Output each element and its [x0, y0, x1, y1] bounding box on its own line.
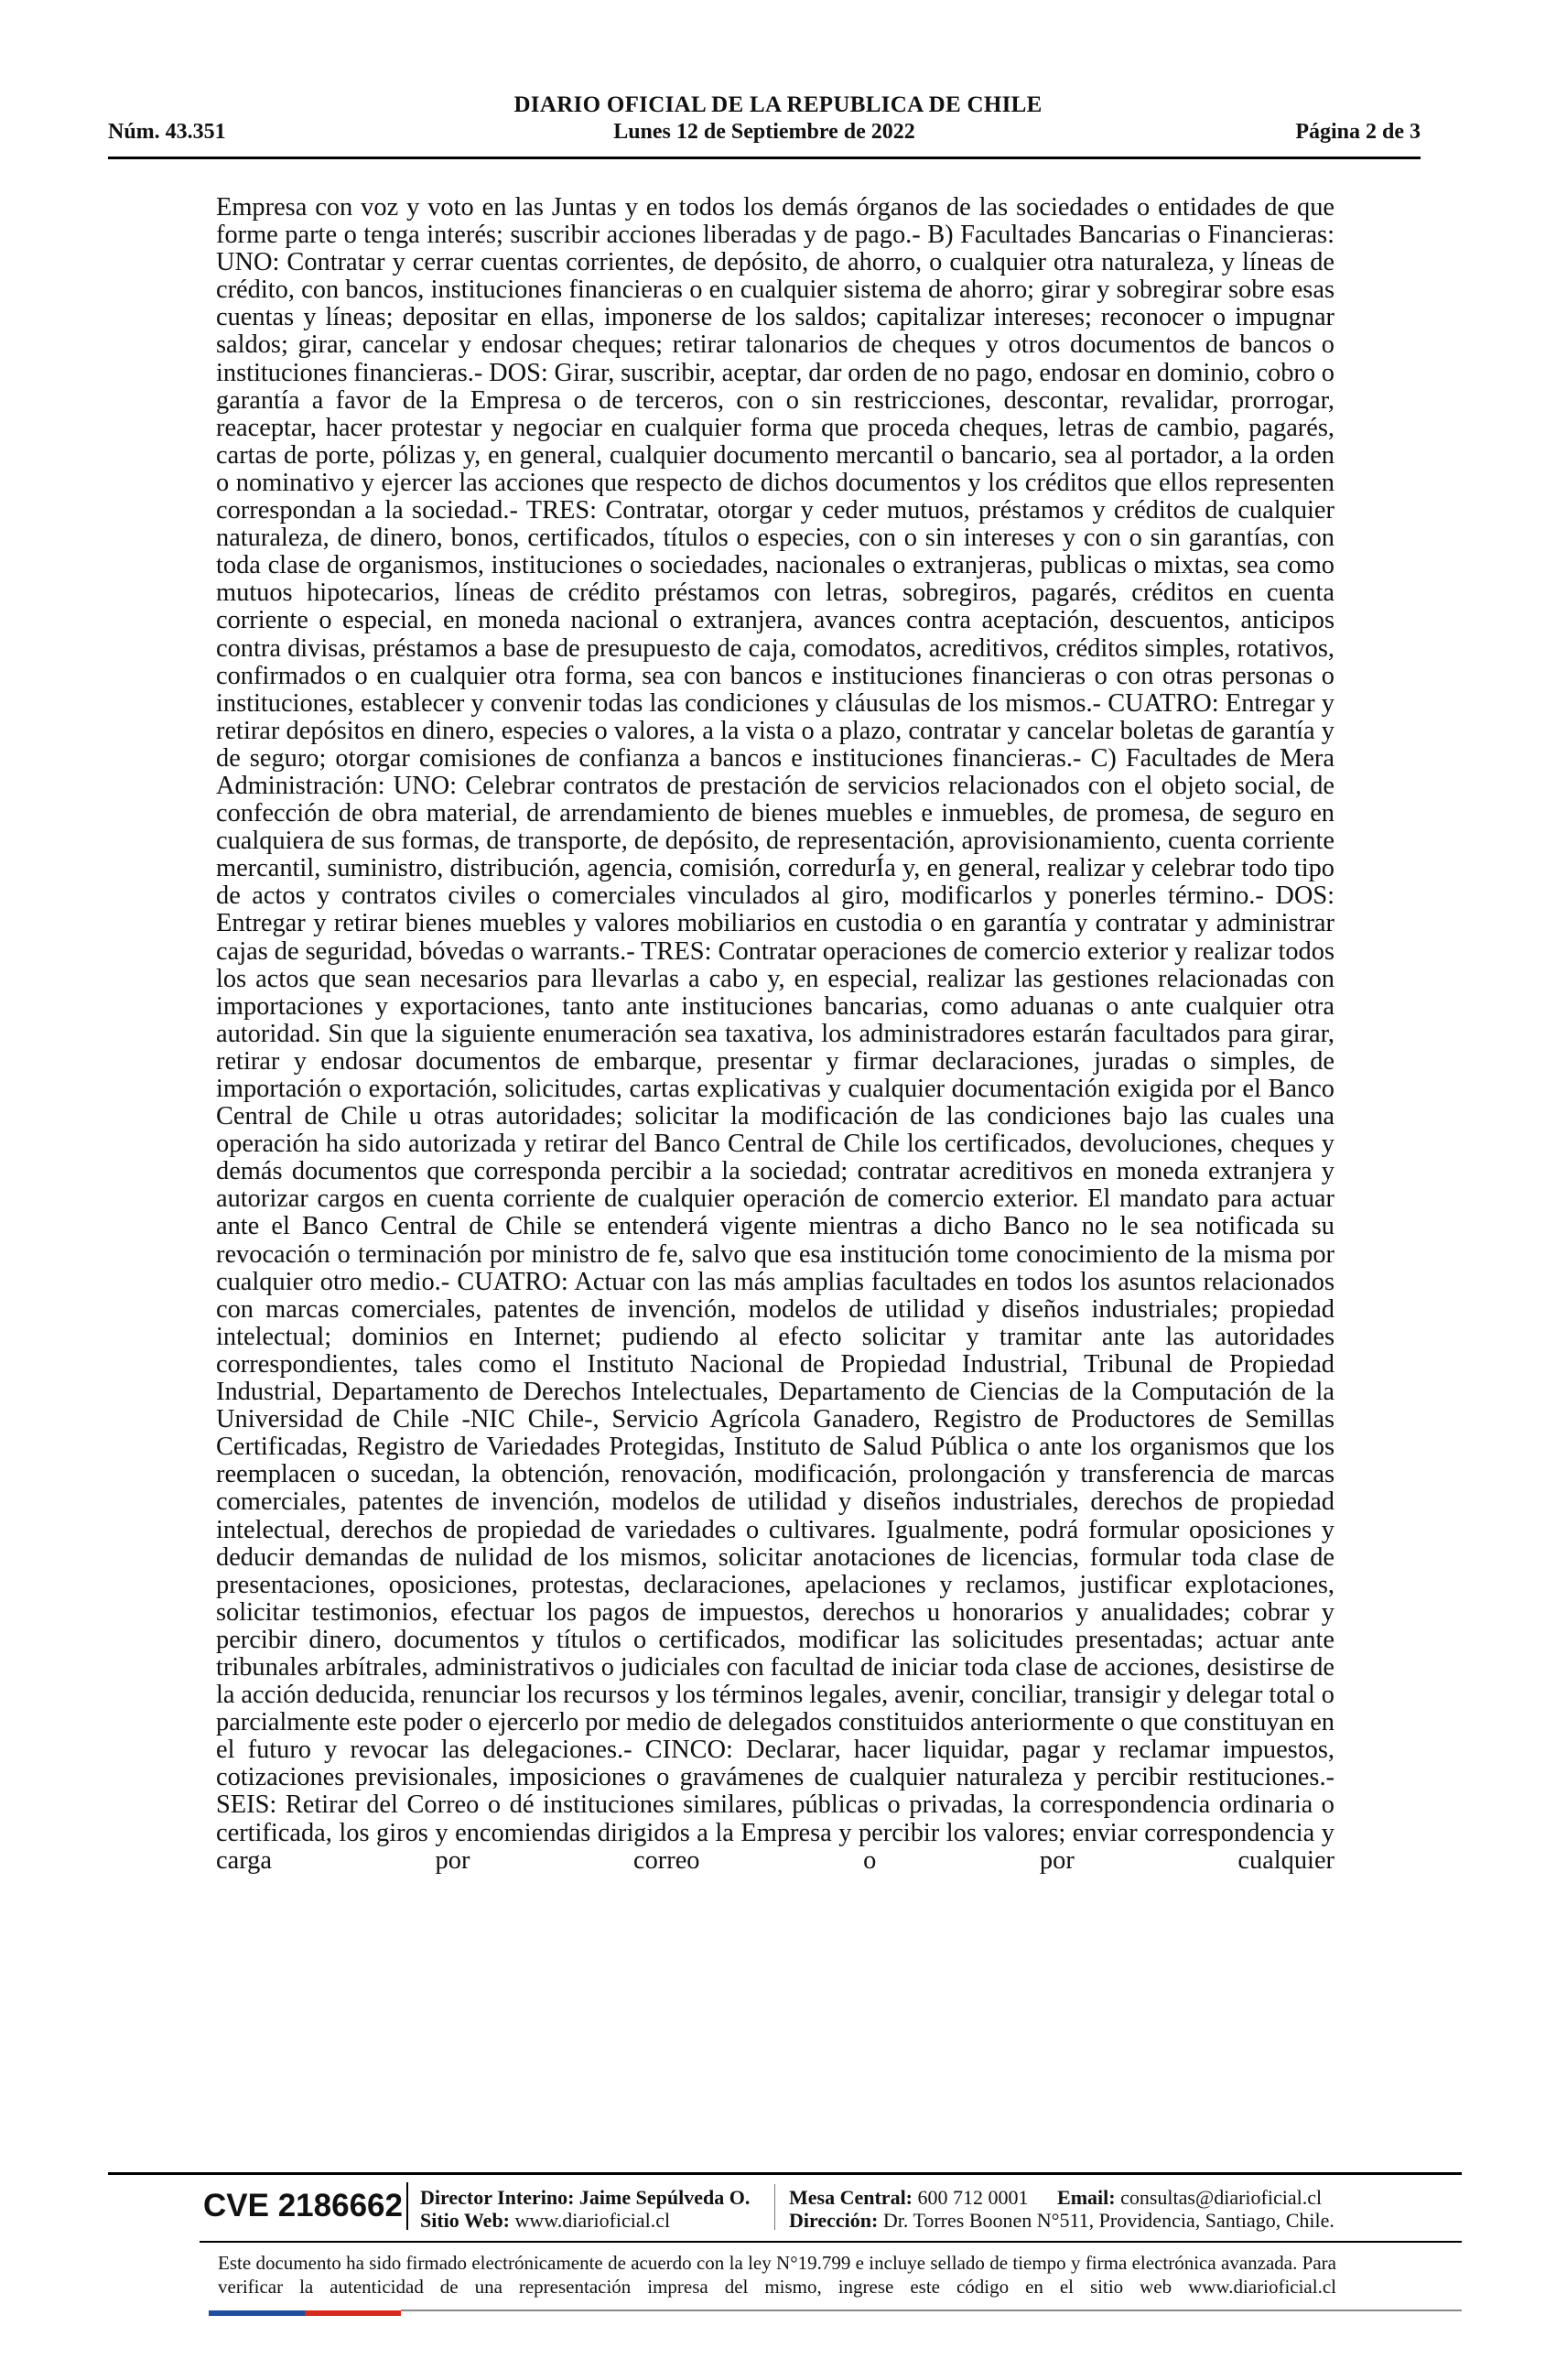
page-indicator: Página 2 de 3	[1295, 120, 1421, 144]
address-label: Dirección:	[789, 2209, 879, 2232]
email-link[interactable]: consultas@diarioficial.cl	[1120, 2186, 1323, 2209]
flag-red-stripe	[305, 2310, 401, 2316]
footer-divider-middle	[200, 2241, 1462, 2243]
website-link[interactable]: www.diarioficial.cl	[514, 2209, 671, 2232]
website-line	[420, 2209, 750, 2232]
publication-title: DIARIO OFICIAL DE LA REPUBLICA DE CHILE	[513, 92, 1043, 117]
footer-column-separator	[774, 2184, 775, 2230]
footer-director-block	[420, 2186, 750, 2232]
chile-flag-stripe	[209, 2310, 401, 2316]
flag-blue-stripe	[209, 2310, 305, 2316]
footer-divider-top	[108, 2172, 1462, 2175]
issue-date: Lunes 12 de Septiembre de 2022	[613, 120, 915, 144]
mesa-phone: 600 712 0001	[917, 2186, 1029, 2209]
address-value: Dr. Torres Boonen N°511, Providencia, Santiago, Chile.	[882, 2209, 1334, 2232]
contact-line	[789, 2186, 1334, 2209]
header-row	[108, 120, 1421, 147]
issue-number: Núm. 43.351	[108, 120, 226, 144]
footer-divider-bottom	[401, 2310, 1462, 2311]
mesa-label: Mesa Central:	[789, 2186, 913, 2209]
footer-contact-block	[789, 2186, 1334, 2232]
director-name: Jaime Sepúlveda O.	[578, 2186, 751, 2209]
body-paragraph: Empresa con voz y voto en las Juntas y en todos los demás órganos de las sociedades o entidades de que forme parte o tenga interés; suscribir acciones liberadas y de pago.- B) Facultades Bancarias o Financieras: UNO: Contratar y cerrar cuentas corrientes, de depósito, de ahorro, o cualquier otra naturaleza, y líneas de crédito, con bancos, instituciones financieras o en cualquier sistema de ahorro; girar y sobregirar sobre esas cuentas y líneas; depositar en ellas, imponerse de los saldos; capitalizar intereses; reconocer o impugnar saldos; girar, cancelar y endosar cheques; retirar talonarios de cheques y otros documentos de bancos o instituciones financieras.- DOS: Girar, suscribir, aceptar, dar orden de no pago, endosar en dominio, cobro o garantía a favor de la Empresa o de terceros, con o sin restricciones, descontar, revalidar, prorrogar, reaceptar, hacer protestar y negociar en cualquier forma que proceda cheques, letras de cambio, pagarés, cartas de porte, pólizas y, en general, cualquier documento mercantil o bancario, sea al portador, a la orden o nominativo y ejercer las acciones que respecto de dichos documentos y los créditos que ellos representen correspondan a la sociedad.- TRES: Contratar, otorgar y ceder mutuos, préstamos y créditos de cualquier naturaleza, de dinero, bonos, certificados, títulos o especies, con o sin intereses y con o sin garantías, con toda clase de organismos, instituciones o sociedades, nacionales o extranjeras, publicas o mixtas, sea como mutuos hipotecarios, líneas de crédito préstamos con letras, sobregiros, pagarés, créditos en cuenta corriente o especial, en moneda nacional o extranjera, avances contra aceptación, descuentos, anticipos contra divisas, préstamos a base de presupuesto de caja, comodatos, acreditivos, créditos simples, rotativos, confirmados o en cualquier otra forma, sea con bancos e instituciones financieras o con otras personas o instituciones, establecer y convenir todas las condiciones y cláusulas de los mismos.- CUATRO: Entregar y retirar depósitos en dinero, especies o valores, a la vista o a plazo, contratar y cancelar boletas de garantía y de seguro; otorgar comisiones de confianza a bancos e instituciones financieras.- C) Facultades de Mera Administración: UNO: Celebrar contratos de prestación de servicios relacionados con el objeto social, de confección de obra material, de arrendamiento de bienes muebles e inmuebles, de promesa, de seguro en cualquiera de sus formas, de transporte, de depósito, de representación, aprovisionamiento, cuenta corriente mercantil, suministro, distribución, agencia, comisión, corredurÍa y, en general, realizar y celebrar todo tipo de actos y contratos civiles o comerciales vinculados al giro, modificarlos y ponerles término.- DOS: Entregar y retirar bienes muebles y valores mobiliarios en custodia o en garantía y contratar y administrar cajas de seguridad, bóvedas o warrants.- TRES: Contratar operaciones de comercio exterior y realizar todos los actos que sean necesarios para llevarlas a cabo y, en especial, realizar las gestiones relacionadas con importaciones y exportaciones, tanto ante instituciones bancarias, como aduanas o ante cualquier otra autoridad. Sin que la siguiente enumeración sea taxativa, los administradores estarán facultados para girar, retirar y endosar documentos de embarque, presentar y firmar declaraciones, juradas o simples, de importación o exportación, solicitudes, cartas explicativas y cualquier documentación exigida por el Banco Central de Chile u otras autoridades; solicitar la modificación de las condiciones bajo las cuales una operación ha sido autorizada y retirar del Banco Central de Chile los certificados, devoluciones, cheques y demás documentos que corresponda percibir a la sociedad; contratar acreditivos en moneda extranjera y autorizar cargos en cuenta corriente de cualquier operación de comercio exterior. El mandato para actuar ante el Banco Central de Chile se entenderá vigente mientras a dicho Banco no le sea notificada su revocación o terminación por ministro de fe, salvo que esa institución tome conocimiento de la misma por cualquier otro medio.- CUATRO: Actuar con las más amplias facultades en todos los asuntos relacionados con marcas comerciales, patentes de invención, modelos de utilidad y diseños industriales; propiedad intelectual; dominios en Internet; pudiendo al efecto solicitar y tramitar ante las autoridades correspondientes, tales como el Instituto Nacional de Propiedad Industrial, Tribunal de Propiedad Industrial, Departamento de Derechos Intelectuales, Departamento de Ciencias de la Computación de la Universidad de Chile -NIC Chile-, Servicio Agrícola Ganadero, Registro de Productores de Semillas Certificadas, Registro de Variedades Protegidas, Instituto de Salud Pública o ante los organismos que los reemplacen o sucedan, la obtención, renovación, modificación, prolongación y transferencia de marcas comerciales, patentes de invención, modelos de utilidad y diseños industriales, derechos de propiedad intelectual, derechos de propiedad de variedades o cultivares. Igualmente, podrá formular oposiciones y deducir demandas de nulidad de los mismos, solicitar anotaciones de licencias, formular toda clase de presentaciones, oposiciones, protestas, declaraciones, apelaciones y reclamos, justificar explotaciones, solicitar testimonios, efectuar los pagos de impuestos, derechos u honorarios y anualidades; cobrar y percibir dinero, documentos y títulos o certificados, modificar las solicitudes presentadas; actuar ante tribunales arbítrales, administrativos o judiciales con facultad de iniciar toda clase de acciones, desistirse de la acción deducida, renunciar los recursos y los términos legales, avenir, conciliar, transigir y delegar total o parcialmente este poder o ejercerlo por medio de delegados constituidos anteriormente o que constituyan en el futuro y revocar las delegaciones.- CINCO: Declarar, hacer liquidar, pagar y reclamar impuestos, cotizaciones previsionales, imposiciones o gravámenes de cualquier naturaleza y percibir restituciones.- SEIS: Retirar del Correo o dé instituciones similares, públicas o privadas, la correspondencia ordinaria o certificada, los giros y encomiendas dirigidos a la Empresa y percibir los valores; enviar correspondencia y carga por correo o por cualquier	[216, 193, 1334, 1875]
cve-code: CVE 2186662	[200, 2182, 408, 2230]
director-label: Director Interino:	[420, 2186, 575, 2209]
website-label: Sitio Web:	[420, 2209, 511, 2232]
email-label: Email:	[1057, 2186, 1116, 2209]
director-line	[420, 2186, 750, 2209]
address-line	[789, 2209, 1334, 2232]
header-divider	[108, 157, 1421, 159]
legal-notice: Este documento ha sido firmado electrónicamente de acuerdo con la ley N°19.799 e incluye sellado de tiempo y firma electrónica avanzada. Para verificar la autenticidad de una representación impresa del mismo, ingrese este código en el sitio web www.diarioficial.cl	[218, 2252, 1336, 2298]
